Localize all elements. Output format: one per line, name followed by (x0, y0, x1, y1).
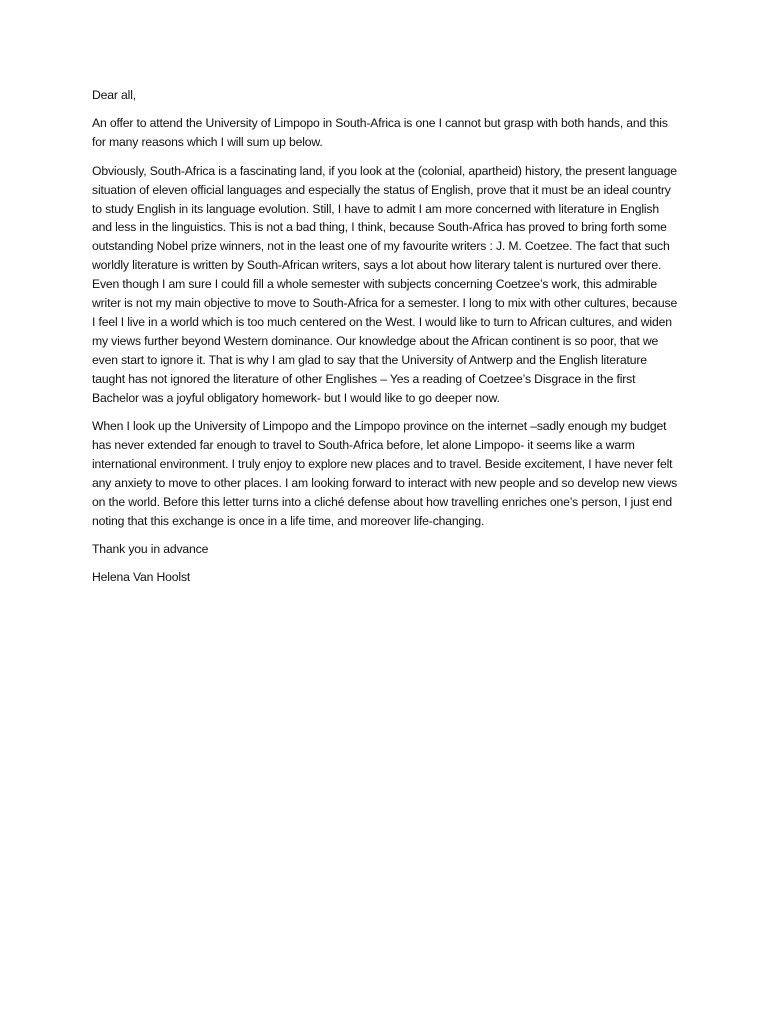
salutation: Dear all, (92, 88, 137, 102)
paragraph-intro: An offer to attend the University of Limpopo in South-Africa is one I cannot but grasp with both hands, and this for many reasons which I will sum up below. (92, 116, 668, 150)
paragraph-south-africa: Obviously, South-Africa is a fascinating land, if you look at the (colonial, apartheid) history, the present language situation of eleven official languages and especially the status of English, prove that it must be an ideal country to study English in its language evolution. Still, I have to admit I am more concerned with literature in English and less in the linguistics. This is not a bad thing, I think, because South-Africa has proved to bring forth some outstanding Nobel prize winners, not in the least one of my favourite writers : J. M. Coetzee. The fact that such worldly literature is written by South-African writers, says a lot about how literary talent is nurtured over there. Even though I am sure I could fill a whole semester with subjects concerning Coetzee’s work, this admirable writer is not my main objective to move to South-Africa for a semester. I long to mix with other cultures, because I feel I live in a world which is too much centered on the West. I would like to turn to African cultures, and widen my views further beyond Western dominance. Our knowledge about the African continent is so poor, that we even start to ignore it. That is why I am glad to say that the University of Antwerp and the English literature taught has not ignored the literature of other Englishes – Yes a reading of Coetzee’s Disgrace in the first Bachelor was a joyful obligatory homework- but I would like to go deeper now. (92, 163, 678, 405)
letter-body (92, 86, 678, 597)
closing-line: Thank you in advance (92, 541, 209, 556)
signature: Helena Van Hoolst (92, 570, 191, 585)
paragraph-limpopo: When I look up the University of Limpopo and the Limpopo province on the internet –sadly enough my budget has never extended far enough to travel to South-Africa before, let alone Limpopo- it seems like a warm international environment. I truly enjoy to explore new places and to travel. Beside excitement, I have never felt any anxiety to move to other places. I am looking forward to interact with new people and so develop new views on the world. Before this letter turns into a cliché defense about how travelling enriches one’s person, I just end noting that this exchange is once in a life time, and moreover life-changing. (92, 419, 678, 528)
